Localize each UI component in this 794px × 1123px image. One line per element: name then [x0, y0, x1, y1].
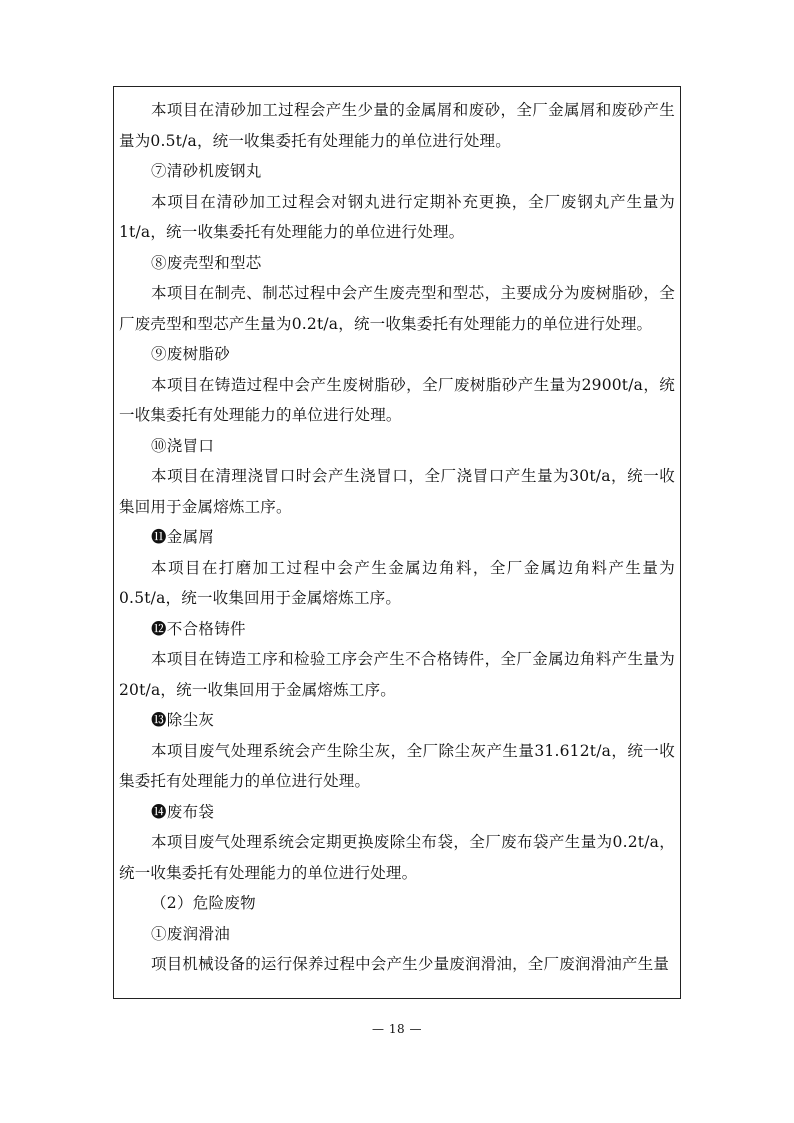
section-heading: ⓬不合格铸件 [151, 619, 246, 638]
section-heading: ⑩浇冒口 [151, 436, 215, 455]
paragraph: 本项目在制壳、制芯过程中会产生废壳型和型芯，主要成分为废树脂砂，全厂废壳型和型芯产生量为0.2t/a，统一收集委托有处理能力的单位进行处理。 [119, 284, 675, 333]
content-frame [113, 86, 681, 999]
paragraph: 本项目废气处理系统会定期更换废除尘布袋，全厂废布袋产生量为0.2t/a，统一收集委托有处理能力的单位进行处理。 [119, 833, 675, 882]
section-heading: ①废润滑油 [151, 924, 231, 943]
paragraph: 本项目在打磨加工过程中会产生金属边角料，全厂金属边角料产生量为0.5t/a，统一收集回用于金属熔炼工序。 [119, 558, 675, 607]
section-heading: （2）危险废物 [151, 894, 256, 912]
section-heading: ⑨废树脂砂 [151, 345, 231, 363]
paragraph: 本项目在清砂加工过程会产生少量的金属屑和废砂，全厂金属屑和废砂产生量为0.5t/a，统一收集委托有处理能力的单位进行处理。 [119, 101, 675, 150]
paragraph: 本项目在铸造工序和检验工序会产生不合格铸件，全厂金属边角料产生量为20t/a，统一收集回用于金属熔炼工序。 [119, 650, 675, 699]
section-heading: ⑦清砂机废钢丸 [151, 162, 262, 180]
document-body [119, 95, 675, 980]
paragraph: 项目机械设备的运行保养过程中会产生少量废润滑油，全厂废润滑油产生量 [151, 955, 670, 973]
paragraph: 本项目在清理浇冒口时会产生浇冒口，全厂浇冒口产生量为30t/a，统一收集回用于金属熔炼工序。 [119, 467, 675, 516]
paragraph: 本项目在清砂加工过程会对钢丸进行定期补充更换，全厂废钢丸产生量为1t/a，统一收集委托有处理能力的单位进行处理。 [119, 192, 675, 241]
section-heading: ⑧废壳型和型芯 [151, 253, 262, 272]
page-number: — 18 — [372, 1022, 422, 1036]
section-heading: ⓫金属屑 [151, 528, 215, 546]
paragraph: 本项目废气处理系统会产生除尘灰，全厂除尘灰产生量31.612t/a，统一收集委托有处理能力的单位进行处理。 [119, 741, 675, 790]
paragraph: 本项目在铸造过程中会产生废树脂砂，全厂废树脂砂产生量为2900t/a，统一收集委托有处理能力的单位进行处理。 [119, 375, 675, 424]
section-heading: ⓮废布袋 [151, 802, 215, 821]
section-heading: ⓭除尘灰 [151, 711, 215, 729]
